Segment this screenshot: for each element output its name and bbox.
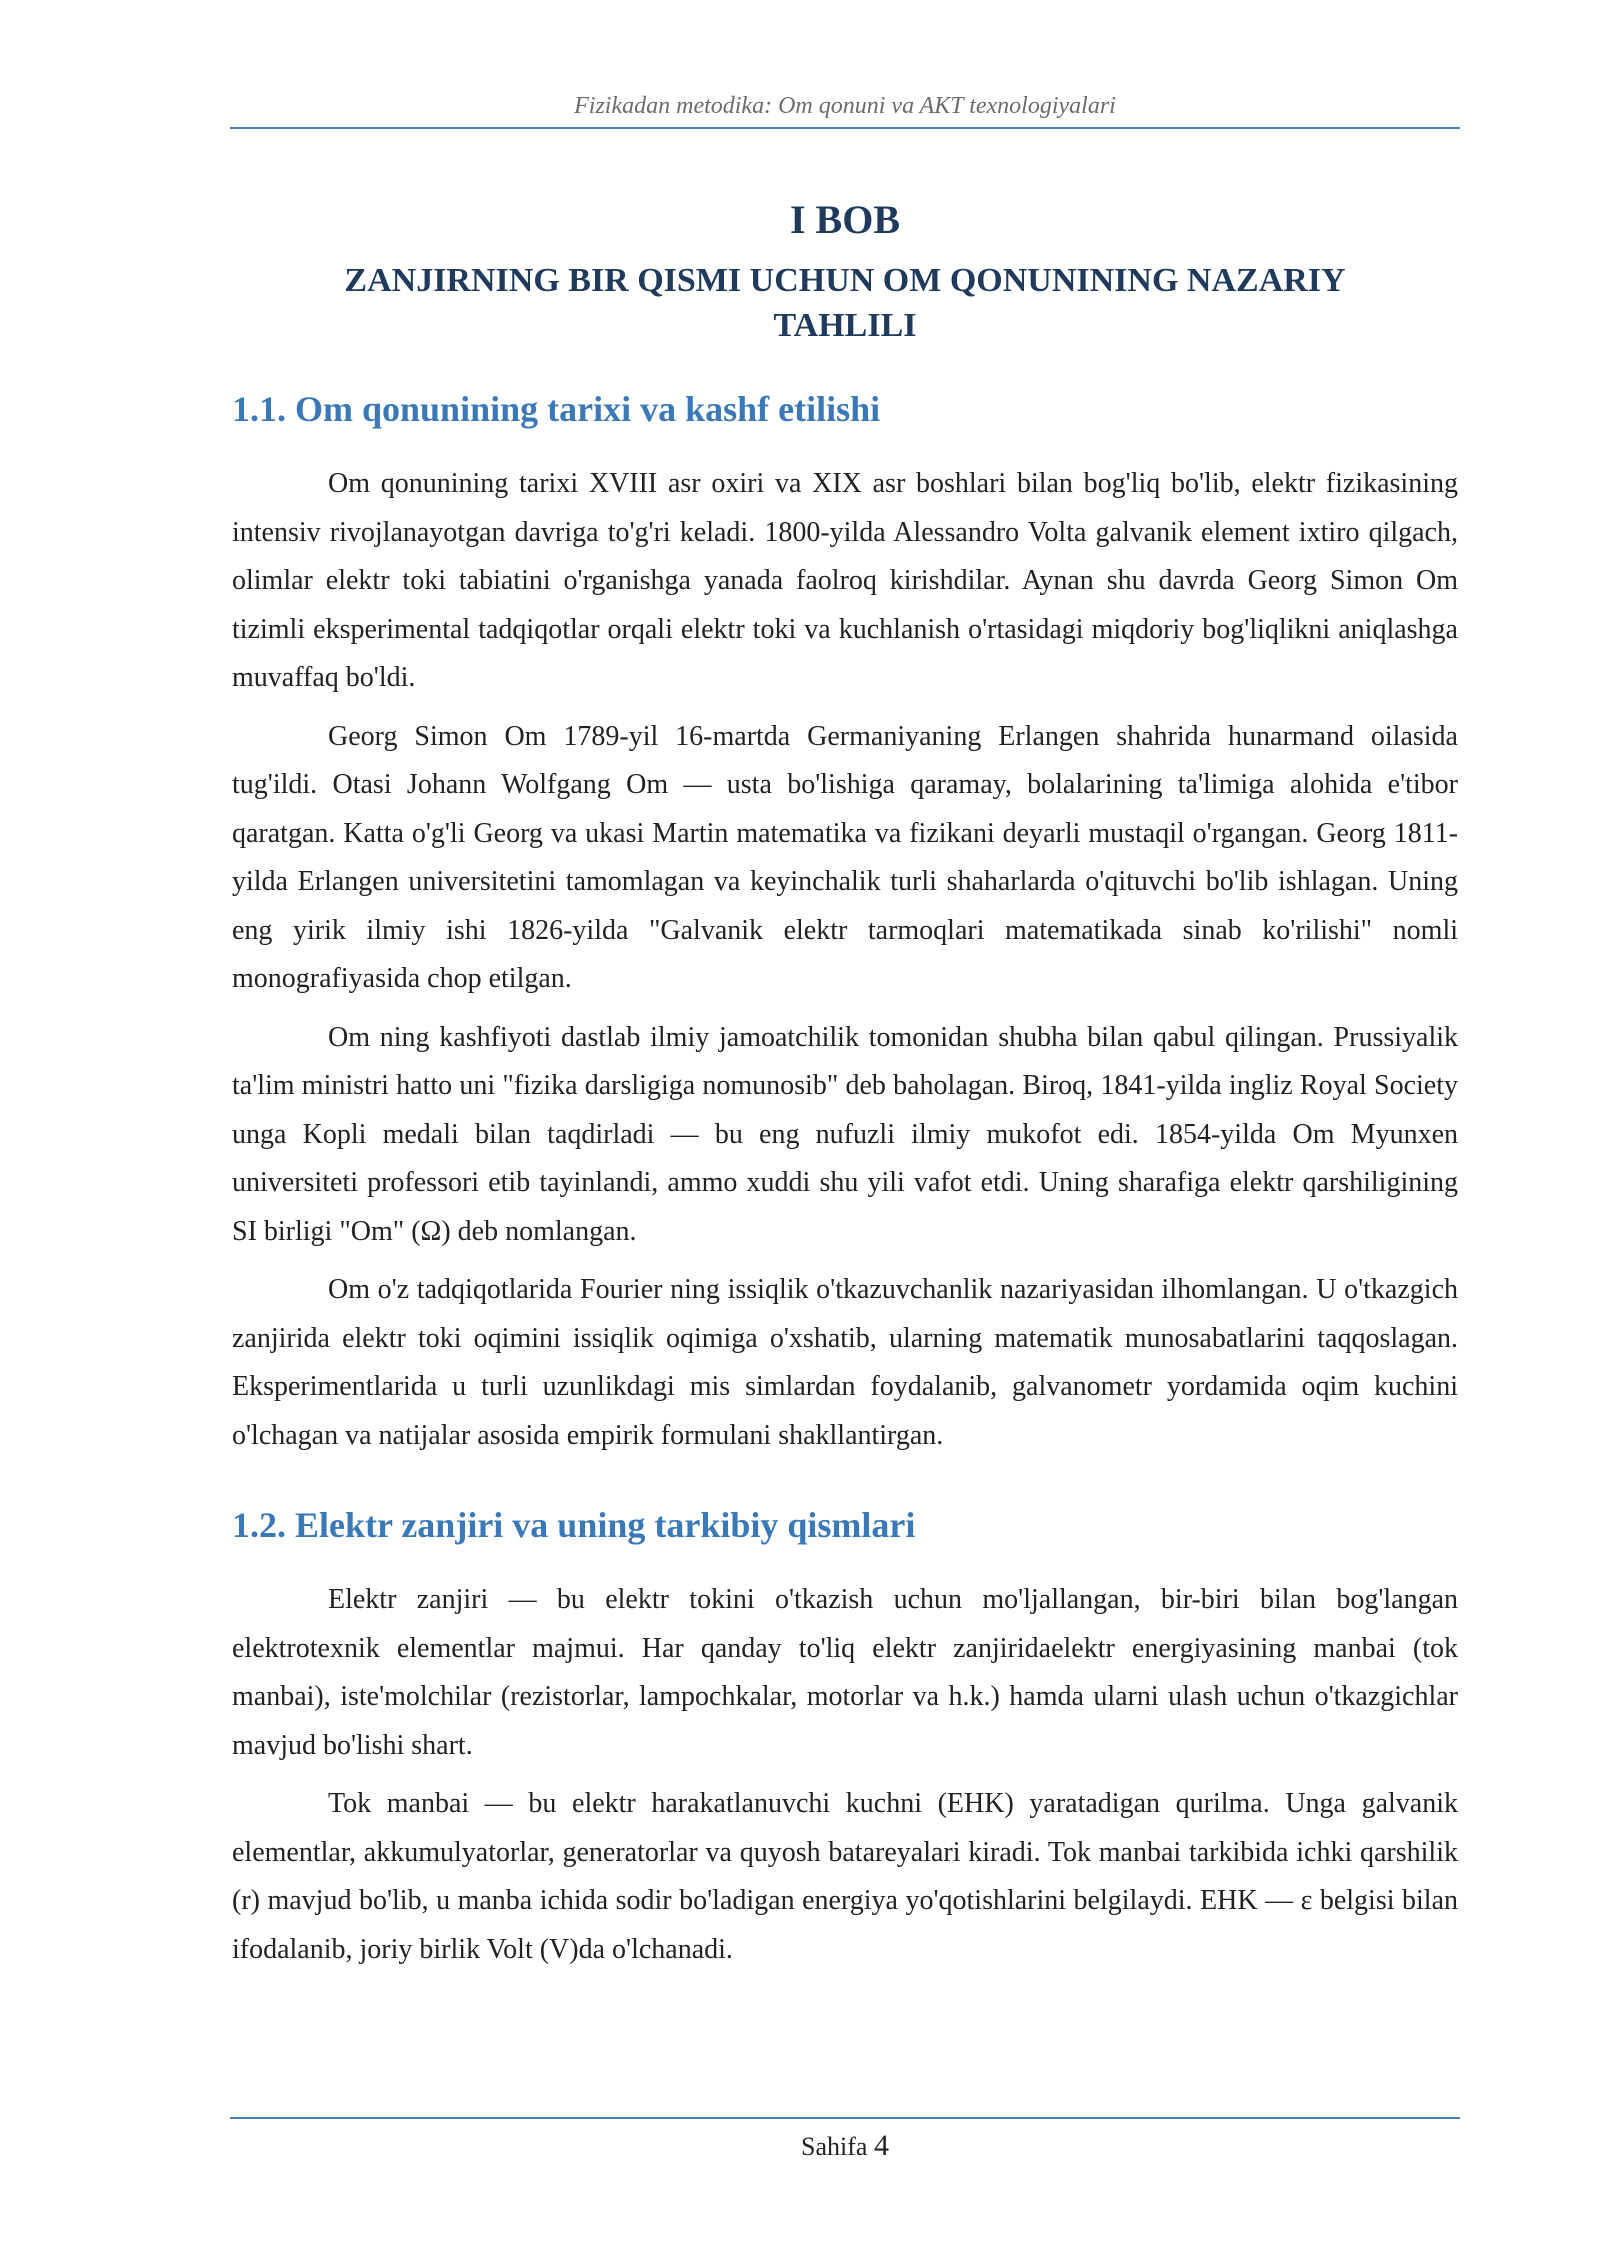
- header-divider: [230, 127, 1460, 129]
- page-label: Sahifa: [801, 2132, 868, 2161]
- paragraph: Om qonunining tarixi XVIII asr oxiri va XIX asr boshlari bilan bog'liq bo'lib, elektr fizikasining intensiv rivojlanayotgan davriga to'g'ri keladi. 1800-yilda Alessandro Volta galvanik element ixtiro qilgach, olimlar elektr toki tabiatini o'rganishga yanada faolroq kirishdilar. Aynan shu davrda Georg Simon Om tizimli eksperimental tadqiqotlar orqali elektr toki va kuchlanish o'rtasidagi miqdoriy bog'liqlikni aniqlashga muvaffaq bo'ldi.: [232, 468, 1458, 693]
- page-content: [232, 190, 1458, 1984]
- footer-divider: [230, 2117, 1460, 2119]
- section-heading-1-1: 1.1. Om qonunining tarixi va kashf etilishi: [232, 389, 881, 429]
- section-heading-1-2: 1.2. Elektr zanjiri va uning tarkibiy qismlari: [232, 1505, 916, 1545]
- running-header: Fizikadan metodika: Om qonuni va AKT texnologiyalari: [574, 93, 1116, 119]
- paragraph: Tok manbai — bu elektr harakatlanuvchi kuchni (EHK) yaratadigan qurilma. Unga galvanik elementlar, akkumulyatorlar, generatorlar va quyosh batareyalari kiradi. Tok manbai tarkibida ichki qarshilik (r) mavjud bo'lib, u manba ichida sodir bo'ladigan energiya yo'qotishlarini belgilaydi. EHK — ε belgisi bilan ifodalanib, joriy birlik Volt (V)da o'lchanadi.: [232, 1788, 1458, 1965]
- paragraph: Om o'z tadqiqotlarida Fourier ning issiqlik o'tkazuvchanlik nazariyasidan ilhomlangan. U o'tkazgich zanjirida elektr toki oqimini issiqlik oqimiga o'xshatib, ularning matematik munosabatlarini taqqoslagan. Eksperimentlarida u turli uzunlikdagi mis simlardan foydalanib, galvanometr yordamida oqim kuchini o'lchagan va natijalar asosida empirik formulani shakllantirgan.: [232, 1274, 1458, 1451]
- chapter-subtitle: ZANJIRNING BIR QISMI UCHUN OM QONUNINING NAZARIY TAHLILI: [344, 262, 1346, 344]
- chapter-title: I BOB: [789, 197, 901, 242]
- paragraph: Georg Simon Om 1789-yil 16-martda Germaniyaning Erlangen shahrida hunarmand oilasida tug'ildi. Otasi Johann Wolfgang Om — usta bo'lishiga qaramay, bolalarining ta'limiga alohida e'tibor qaratgan. Katta o'g'li Georg va ukasi Martin matematika va fizikani deyarli mustaqil o'rgangan. Georg 1811-yilda Erlangen universitetini tamomlagan va keyinchalik turli shaharlarda o'qituvchi bo'lib ishlagan. Uning eng yirik ilmiy ishi 1826-yilda "Galvanik elektr tarmoqlari matematikada sinab ko'rilishi" nomli monografiyasida chop etilgan.: [232, 720, 1458, 994]
- paragraph: Elektr zanjiri — bu elektr tokini o'tkazish uchun mo'ljallangan, bir-biri bilan bog'langan elektrotexnik elementlar majmui. Har qanday to'liq elektr zanjiridaelektr energiyasining manbai (tok manbai), iste'molchilar (rezistorlar, lampochkalar, motorlar va h.k.) hamda ularni ulash uchun o'tkazgichlar mavjud bo'lishi shart.: [232, 1584, 1458, 1761]
- page-number: 4: [873, 2129, 889, 2162]
- page-footer: [230, 2128, 1460, 2165]
- paragraph: Om ning kashfiyoti dastlab ilmiy jamoatchilik tomonidan shubha bilan qabul qilingan. Prussiyalik ta'lim ministri hatto uni "fizika darsligiga nomunosib" deb baholagan. Biroq, 1841-yilda ingliz Royal Society unga Kopli medali bilan taqdirladi — bu eng nufuzli ilmiy mukofot edi. 1854-yilda Om Myunxen universiteti professori etib tayinlandi, ammo xuddi shu yili vafot etdi. Uning sharafiga elektr qarshiligining SI birligi "Om" (Ω) deb nomlangan.: [232, 1021, 1458, 1247]
